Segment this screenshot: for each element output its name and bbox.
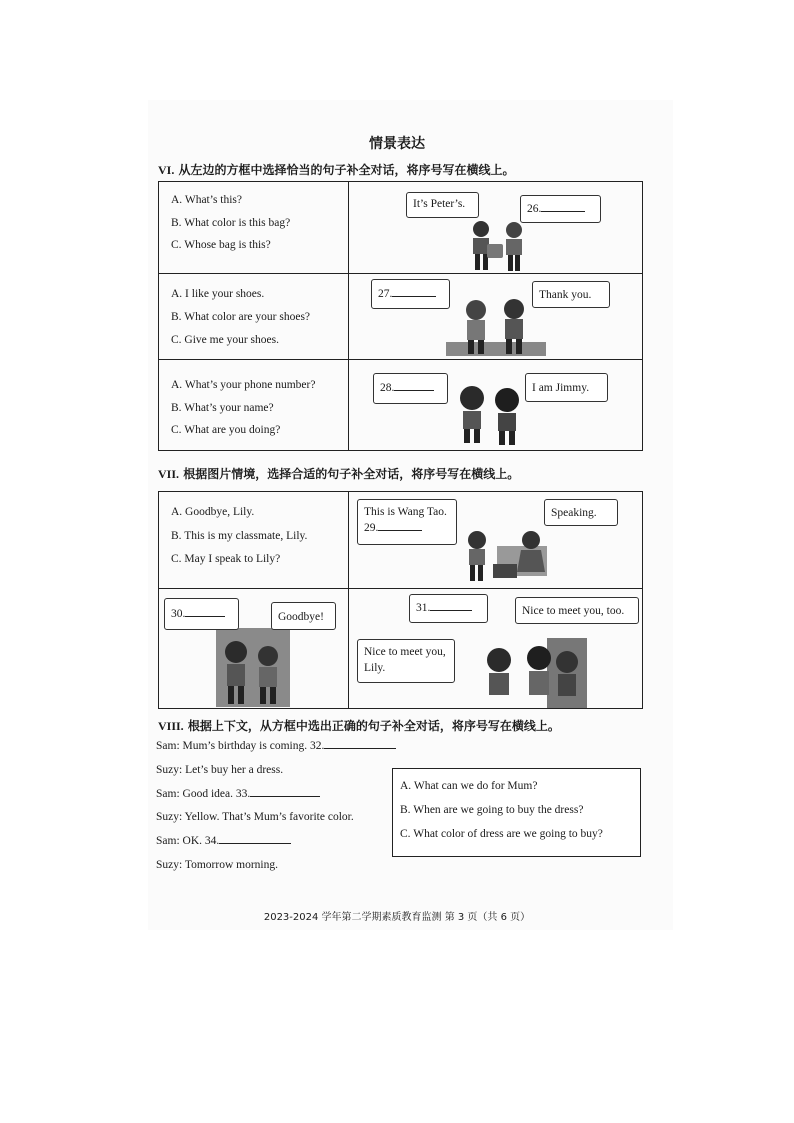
phone-call-illustration <box>457 526 552 584</box>
bubble-q28 <box>373 373 448 404</box>
section-8-option-b: B. When are we going to buy the dress? <box>400 804 584 816</box>
two-girls-shoes-illustration <box>446 294 546 356</box>
q28-answer-blank[interactable] <box>394 390 434 391</box>
q29-number: 29. <box>364 522 379 534</box>
section-6-heading <box>158 161 515 178</box>
section-6-table <box>158 181 643 451</box>
section-7-table <box>158 491 643 709</box>
bubble-q31 <box>409 594 488 623</box>
q31-answer-blank[interactable] <box>430 610 472 611</box>
section-8-option-a: A. What can we do for Mum? <box>400 780 538 792</box>
section-7-heading <box>158 465 519 482</box>
section-8-instruction: 根据上下文，从方框中选出正确的句子补全对话，将序号写在横线上。 <box>187 719 560 733</box>
section-8-option-box <box>392 768 641 857</box>
q26-answer-blank[interactable] <box>541 211 585 212</box>
dialogue-line-3-text: Sam: Good idea. 33. <box>156 788 251 800</box>
section-8-option-c: C. What color of dress are we going to buy? <box>400 828 603 840</box>
dialogue-line-1 <box>156 740 396 752</box>
bubble-i-am-jimmy: I am Jimmy. <box>525 373 608 402</box>
q27-option-a: A. I like your shoes. <box>171 288 265 300</box>
bubble-speaking: Speaking. <box>544 499 618 526</box>
lily-line: Lily. <box>364 662 386 674</box>
two-boys-meeting-illustration <box>454 384 529 447</box>
two-boys-with-bag-illustration <box>459 218 539 273</box>
section-7-instruction: 根据图片情境，选择合适的句子补全对话，将序号写在横线上。 <box>183 467 520 481</box>
q30-number: 30. <box>171 608 186 620</box>
bubble-this-is-wang-tao <box>357 499 457 545</box>
q28-option-c: C. What are you doing? <box>171 424 281 436</box>
q26-number: 26. <box>527 203 542 215</box>
bubble-goodbye: Goodbye! <box>271 602 336 630</box>
q32-answer-blank[interactable] <box>324 748 396 749</box>
bubble-q26 <box>520 195 601 223</box>
meeting-classmate-illustration <box>477 638 587 708</box>
nice-to-meet-you-line: Nice to meet you, <box>364 646 446 658</box>
section-8-label: VIII. <box>158 719 184 733</box>
bubble-q30 <box>164 598 239 630</box>
q27-option-c: C. Give me your shoes. <box>171 334 279 346</box>
q28-number: 28. <box>380 382 395 394</box>
section-6-instruction: 从左边的方框中选择恰当的句子补全对话，将序号写在横线上。 <box>178 163 515 177</box>
q26-option-c: C. Whose bag is this? <box>171 239 271 251</box>
dialogue-line-5 <box>156 835 291 847</box>
section-8-heading <box>158 717 560 734</box>
page-footer: 2023-2024 学年第二学期素质教育监测 第 3 页（共 6 页） <box>263 912 531 923</box>
dialogue-line-2: Suzy: Let’s buy her a dress. <box>156 764 284 776</box>
bubble-q27 <box>371 279 450 309</box>
q33-answer-blank[interactable] <box>250 796 320 797</box>
q27-number: 27. <box>378 288 393 300</box>
q29-answer-blank[interactable] <box>378 530 422 531</box>
section-6-label: VI. <box>158 163 175 177</box>
q28-option-a: A. What’s your phone number? <box>171 379 316 391</box>
dialogue-line-4: Suzy: Yellow. That’s Mum’s favorite color. <box>156 811 354 823</box>
q26-option-a: A. What’s this? <box>171 194 243 206</box>
section-7-option-a: A. Goodbye, Lily. <box>171 506 255 518</box>
section-7-label: VII. <box>158 467 180 481</box>
q34-answer-blank[interactable] <box>219 843 291 844</box>
section-7-option-c: C. May I speak to Lily? <box>171 553 281 565</box>
q31-number: 31. <box>416 602 431 614</box>
section-7-option-b: B. This is my classmate, Lily. <box>171 530 308 542</box>
bubble-its-peters: It’s Peter’s. <box>406 192 479 218</box>
q30-answer-blank[interactable] <box>185 616 225 617</box>
dialogue-line-5-text: Sam: OK. 34. <box>156 835 220 847</box>
q27-option-b: B. What color are your shoes? <box>171 311 311 323</box>
bubble-nice-to-meet-you-too: Nice to meet you, too. <box>515 597 639 624</box>
bubble-thank-you: Thank you. <box>532 281 610 308</box>
dialogue-line-3 <box>156 788 320 800</box>
q27-answer-blank[interactable] <box>392 296 436 297</box>
dialogue-line-6: Suzy: Tomorrow morning. <box>156 859 278 871</box>
wang-tao-line: This is Wang Tao. <box>364 506 447 518</box>
bubble-nice-to-meet-you-lily <box>357 639 455 683</box>
q28-option-b: B. What’s your name? <box>171 402 274 414</box>
goodbye-illustration <box>216 628 290 707</box>
dialogue-line-1-text: Sam: Mum’s birthday is coming. 32. <box>156 740 325 752</box>
q26-option-b: B. What color is this bag? <box>171 217 291 229</box>
page-title: 情景表达 <box>369 136 425 152</box>
